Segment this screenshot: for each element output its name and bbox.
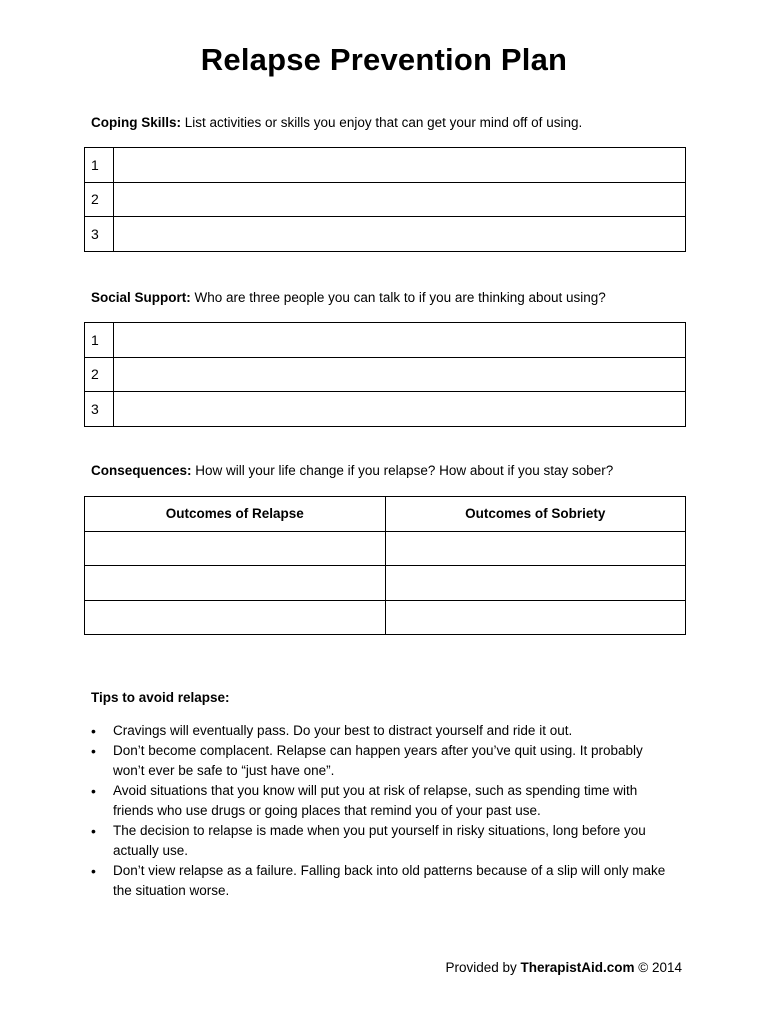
footer-credit xyxy=(445,960,682,975)
coping-skills-table xyxy=(84,147,686,252)
sobriety-outcome-entry-1[interactable] xyxy=(385,531,686,566)
list-item: • Don’t view relapse as a failure. Falling back into old patterns because of a slip will only make the situation worse. xyxy=(91,861,676,901)
list-item: • Avoid situations that you know will put you at risk of relapse, such as spending time with friends who use drugs or going places that remind you of your past use. xyxy=(91,781,676,821)
coping-skills-text: List activities or skills you enjoy that can get your mind off of using. xyxy=(181,115,583,130)
coping-skills-label: Coping Skills: xyxy=(91,115,182,130)
consequences-label: Consequences: xyxy=(91,463,192,478)
social-support-table xyxy=(84,322,686,427)
relapse-outcome-entry-2[interactable] xyxy=(85,566,386,601)
table-row xyxy=(85,323,686,358)
row-number: 1 xyxy=(85,323,114,358)
page-title: Relapse Prevention Plan xyxy=(200,42,568,77)
coping-skills-prompt xyxy=(91,115,582,130)
sobriety-outcome-entry-2[interactable] xyxy=(385,566,686,601)
tips-list xyxy=(91,721,676,901)
table-header-row xyxy=(85,497,686,532)
social-support-entry-2[interactable] xyxy=(114,357,686,392)
table-row xyxy=(85,217,686,252)
coping-skill-entry-2[interactable] xyxy=(114,182,686,217)
coping-skill-entry-3[interactable] xyxy=(114,217,686,252)
table-row xyxy=(85,148,686,183)
social-support-label: Social Support: xyxy=(91,290,191,305)
list-item: • The decision to relapse is made when you put yourself in risky situations, long before you actually use. xyxy=(91,821,676,861)
social-support-text: Who are three people you can talk to if you are thinking about using? xyxy=(190,290,606,305)
consequences-table xyxy=(84,496,686,635)
tips-heading: Tips to avoid relapse: xyxy=(91,690,230,705)
table-row xyxy=(85,182,686,217)
table-row xyxy=(85,392,686,427)
row-number: 1 xyxy=(85,148,114,183)
footer-brand: TherapistAid.com xyxy=(520,960,635,975)
consequences-prompt xyxy=(91,463,613,478)
row-number: 2 xyxy=(85,182,114,217)
row-number: 2 xyxy=(85,357,114,392)
list-item: • Don’t become complacent. Relapse can happen years after you’ve quit using. It probably won’t ever be safe to “just have one”. xyxy=(91,741,676,781)
table-row xyxy=(85,566,686,601)
footer-copyright: © 2014 xyxy=(634,960,682,975)
social-support-entry-1[interactable] xyxy=(114,323,686,358)
footer-prefix: Provided by xyxy=(445,960,521,975)
social-support-entry-3[interactable] xyxy=(114,392,686,427)
social-support-prompt xyxy=(91,290,606,305)
consequences-text: How will your life change if you relapse? How about if you stay sober? xyxy=(191,463,614,478)
relapse-outcome-entry-3[interactable] xyxy=(85,600,386,635)
relapse-outcome-entry-1[interactable] xyxy=(85,531,386,566)
sobriety-outcome-entry-3[interactable] xyxy=(385,600,686,635)
outcomes-of-sobriety-header: Outcomes of Sobriety xyxy=(385,497,686,532)
coping-skill-entry-1[interactable] xyxy=(114,148,686,183)
list-item: • Cravings will eventually pass. Do your best to distract yourself and ride it out. xyxy=(91,721,676,741)
row-number: 3 xyxy=(85,217,114,252)
table-row xyxy=(85,600,686,635)
table-row xyxy=(85,531,686,566)
row-number: 3 xyxy=(85,392,114,427)
table-row xyxy=(85,357,686,392)
outcomes-of-relapse-header: Outcomes of Relapse xyxy=(85,497,386,532)
